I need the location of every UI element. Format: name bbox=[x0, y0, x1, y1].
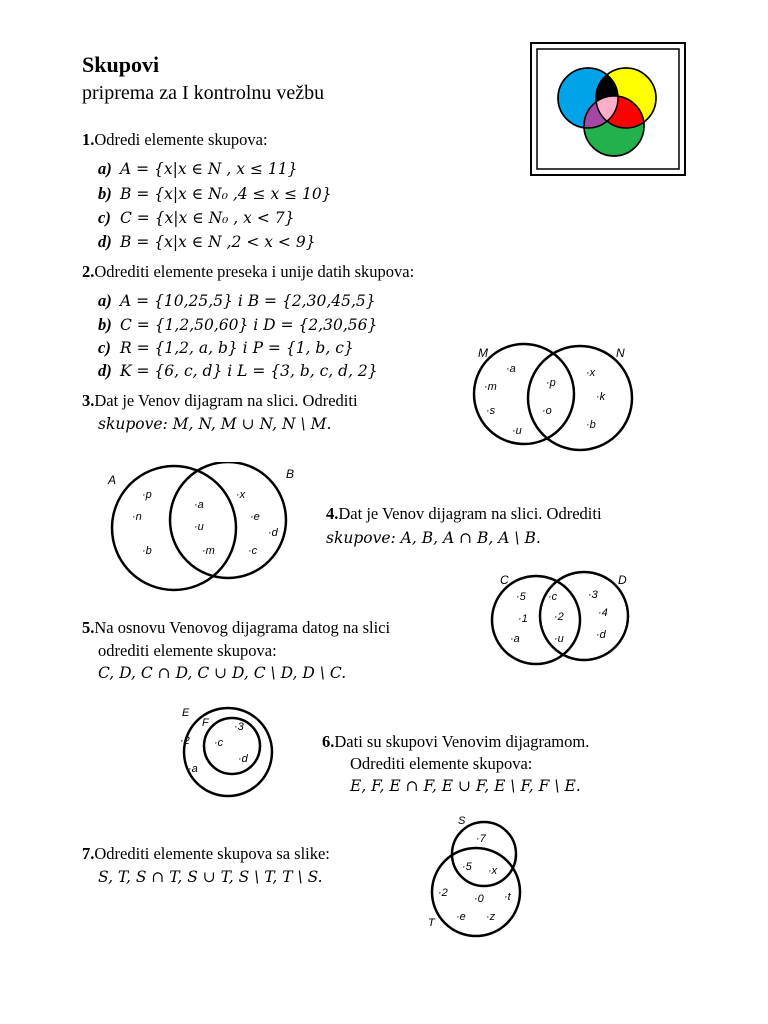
venn-diagram-e-f bbox=[168, 704, 296, 800]
task1-item-c: c) C = {x|x ∈ N₀ , x < 7} bbox=[98, 208, 295, 227]
set-label-m: M bbox=[478, 346, 488, 360]
set-label-t: T bbox=[428, 917, 435, 929]
task2-item-a: a) A = {10,25,5} i B = {2,30,45,5} bbox=[98, 291, 376, 310]
element: ·b bbox=[142, 545, 152, 557]
task3-line2: skupove: M, N, M ∪ N, N \ M. bbox=[98, 415, 332, 433]
page-title: Skupovi bbox=[82, 52, 160, 77]
task5-line2: odrediti elemente skupova: bbox=[98, 641, 277, 660]
element: ·c bbox=[248, 545, 258, 557]
set-label-n: N bbox=[616, 346, 625, 360]
task1-text: Odredi elemente skupova: bbox=[94, 130, 268, 149]
task4-line1: Dat je Venov dijagram na slici. Odrediti bbox=[338, 504, 602, 523]
set-label-c: C bbox=[500, 573, 509, 587]
venn-logo bbox=[530, 42, 686, 176]
task7-line2: S, T, S ∩ T, S ∪ T, S \ T, T \ S. bbox=[98, 868, 323, 886]
set-label-f: F bbox=[202, 717, 209, 729]
task2-item-d: d) K = {6, c, d} i L = {3, b, c, d, 2} bbox=[98, 361, 378, 380]
element: ·b bbox=[586, 419, 596, 431]
element: ·p bbox=[546, 377, 556, 389]
element: ·1 bbox=[518, 613, 528, 625]
task2-item-b: b) C = {1,2,50,60} i D = {2,30,56} bbox=[98, 315, 378, 334]
element: ·a bbox=[188, 763, 198, 775]
task1-heading bbox=[82, 129, 268, 150]
element: ·u bbox=[512, 425, 522, 437]
element: ·s bbox=[486, 405, 496, 417]
set-label-s: S bbox=[458, 815, 466, 827]
element: ·2 bbox=[554, 611, 564, 623]
task7-heading bbox=[82, 843, 330, 864]
element: ·3 bbox=[588, 589, 598, 601]
element: ·u bbox=[554, 633, 564, 645]
element: ·t bbox=[504, 891, 511, 903]
element: ·x bbox=[236, 489, 246, 501]
task2-heading bbox=[82, 261, 414, 282]
task7-line1: Odrediti elemente skupova sa slike: bbox=[94, 844, 330, 863]
task6-line1: Dati su skupovi Venovim dijagramom. bbox=[334, 732, 590, 751]
task2-number: 2. bbox=[82, 262, 95, 281]
task2-text: Odrediti elemente preseka i unije datih skupova: bbox=[94, 262, 415, 281]
task6-line3: E, F, E ∩ F, E ∪ F, E \ F, F \ E. bbox=[350, 777, 581, 795]
element: ·n bbox=[132, 511, 142, 523]
element: ·d bbox=[268, 527, 278, 539]
task1-item-b: b) B = {x|x ∈ N₀ ,4 ≤ x ≤ 10} bbox=[98, 184, 332, 203]
set-label-b: B bbox=[286, 467, 295, 481]
task5-number: 5. bbox=[82, 618, 95, 637]
task1-number: 1. bbox=[82, 130, 95, 149]
task3-heading bbox=[82, 390, 358, 411]
element: ·e bbox=[250, 511, 260, 523]
element: ·p bbox=[142, 489, 152, 501]
task5-heading bbox=[82, 617, 390, 638]
set-label-d: D bbox=[618, 573, 627, 587]
element: ·k bbox=[596, 391, 606, 403]
element: ·z bbox=[486, 911, 496, 923]
task6-heading bbox=[322, 731, 589, 752]
venn-diagram-c-d bbox=[488, 568, 638, 668]
element: ·a bbox=[510, 633, 520, 645]
task2-item-c: c) R = {1,2, a, b} i P = {1, b, c} bbox=[98, 338, 354, 357]
element: ·o bbox=[542, 405, 552, 417]
task4-number: 4. bbox=[326, 504, 339, 523]
element: ·a bbox=[194, 499, 204, 511]
task5-line3: C, D, C ∩ D, C ∪ D, C \ D, D \ C. bbox=[98, 664, 347, 682]
task1-item-d: d) B = {x|x ∈ N ,2 < x < 9} bbox=[98, 232, 316, 251]
task6-line2: Odrediti elemente skupova: bbox=[350, 754, 533, 773]
element: ·5 bbox=[516, 591, 526, 603]
element: ·2 bbox=[180, 735, 190, 747]
element: ·x bbox=[586, 367, 596, 379]
element: ·e bbox=[456, 911, 466, 923]
set-label-e: E bbox=[182, 707, 190, 719]
element: ·x bbox=[488, 865, 498, 877]
element: ·3 bbox=[234, 721, 244, 733]
task4-line2: skupove: A, B, A ∩ B, A \ B. bbox=[326, 529, 541, 547]
element: ·0 bbox=[474, 893, 484, 905]
element: ·d bbox=[596, 629, 606, 641]
task5-line1: Na osnovu Venovog dijagrama datog na slici bbox=[94, 618, 391, 637]
task7-number: 7. bbox=[82, 844, 95, 863]
element: ·5 bbox=[462, 861, 472, 873]
element: ·m bbox=[484, 381, 497, 393]
element: ·c bbox=[548, 591, 558, 603]
element: ·2 bbox=[438, 887, 448, 899]
venn-diagram-s-t bbox=[420, 808, 540, 938]
element: ·a bbox=[506, 363, 516, 375]
venn-diagram-m-n bbox=[468, 340, 640, 452]
element: ·u bbox=[194, 521, 204, 533]
page-subtitle: priprema za I kontrolnu vežbu bbox=[82, 82, 325, 104]
task1-item-a: a) A = {x|x ∈ N , x ≤ 11} bbox=[98, 159, 298, 178]
element: ·m bbox=[202, 545, 215, 557]
task6-number: 6. bbox=[322, 732, 335, 751]
set-label-a: A bbox=[108, 473, 117, 487]
venn-diagram-a-b bbox=[100, 462, 315, 592]
element: ·c bbox=[214, 737, 224, 749]
task4-heading bbox=[326, 503, 602, 524]
task3-line1: Dat je Venov dijagram na slici. Odrediti bbox=[94, 391, 358, 410]
element: ·d bbox=[238, 753, 248, 765]
element: ·4 bbox=[598, 607, 608, 619]
task3-number: 3. bbox=[82, 391, 95, 410]
element: ·7 bbox=[476, 833, 486, 845]
